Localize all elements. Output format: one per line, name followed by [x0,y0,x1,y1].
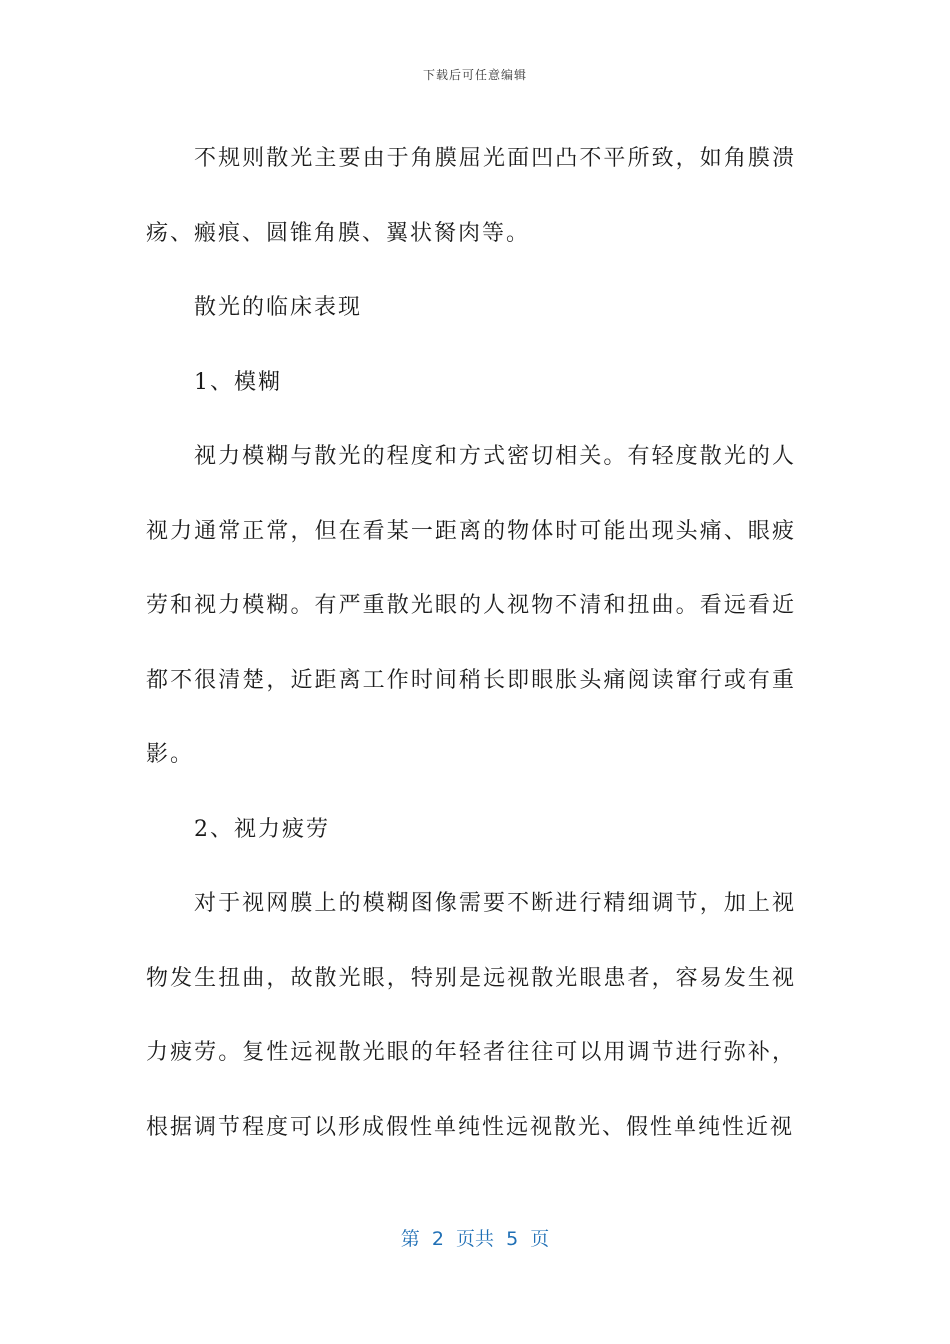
document-body [146,122,796,1165]
header-note: 下载后可任意编辑 [422,68,527,82]
paragraph-irregular-astigmatism: 不规则散光主要由于角膜屈光面凹凸不平所致，如角膜溃疡、瘢痕、圆锥角膜、翼状胬肉等。 [146,146,796,246]
section-heading-clinical-manifestations: 散光的临床表现 [194,295,363,320]
page-number-footer: 第 2 页共 5 页 [400,1228,550,1250]
paragraph-blurring: 视力模糊与散光的程度和方式密切相关。有轻度散光的人视力通常正常，但在看某一距离的物体时可能出现头痛、眼疲劳和视力模糊。有严重散光眼的人视物不清和扭曲。看远看近都不很清楚，近距离工作时间稍长即眼胀头痛阅读窜行或有重影。 [146,444,796,767]
paragraph-visual-fatigue: 对于视网膜上的模糊图像需要不断进行精细调节，加上视物发生扭曲，故散光眼，特别是远视散光眼患者，容易发生视力疲劳。复性远视散光眼的年轻者往往可以用调节进行弥补，根据调节程度可以形成假性单纯性远视散光、假性单纯性近视 [146,891,796,1140]
subheading-visual-fatigue: 2、视力疲劳 [194,816,330,842]
subheading-blurring: 1、模糊 [194,369,282,395]
